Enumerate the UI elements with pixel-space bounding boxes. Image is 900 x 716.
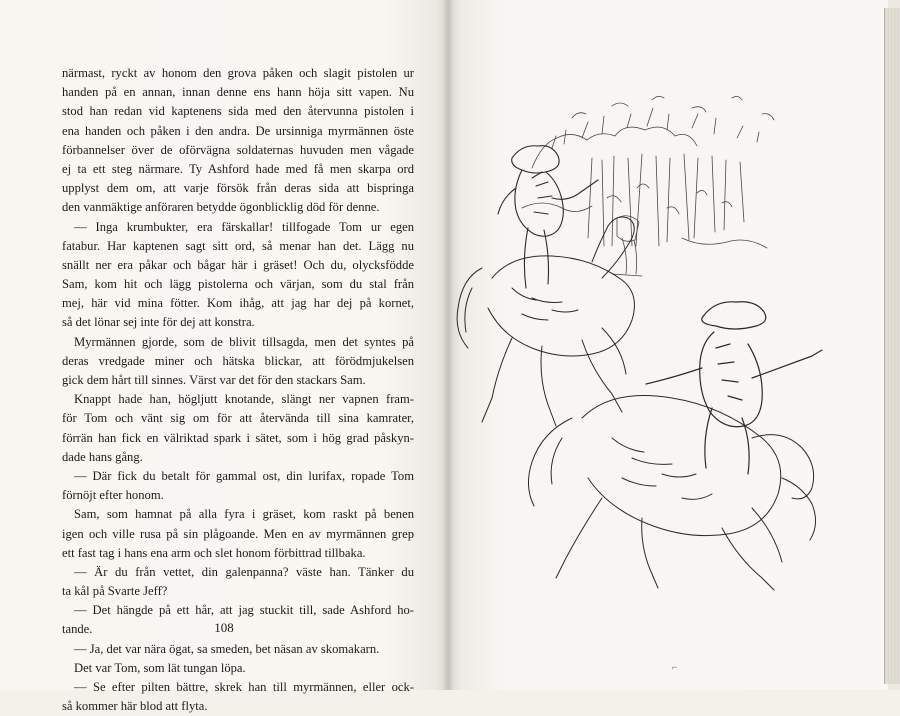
text-line: ej ta ett steg närmare. Ty Ashford hade med få men skarpa ord (62, 161, 414, 176)
text-line: upplyst dem om, att varje försök från deras sida att bispringa (62, 181, 414, 196)
text-line: stod han redan vid kaptenens sida med den återvunna pistolen i (62, 104, 414, 119)
text-line: mej, här vid mina fötter. Kom ihåg, att jag har dej på kornet, (62, 296, 414, 311)
text-line: så det lönar sej inte för dej att konstra. (62, 315, 255, 330)
text-line: — Det hängde på ett hår, att jag stuckit till, sade Ashford ho- (74, 603, 414, 618)
text-line: ett fast tag i hans ena arm och slet honom förbittrad tillbaka. (62, 545, 366, 560)
text-line: snällt ner era påkar och bågar här i gräset! Och du, olycksfödde (62, 257, 414, 272)
text-line: förbannelser över de oförvägna soldaternas huvuden men vågade (62, 142, 414, 157)
text-line: Sam, kom hit och lägg pistolerna och värjan, som du stal från (62, 277, 414, 292)
text-line: så kommer här blod att flyta. (62, 699, 208, 714)
text-line: den vanmäktige anföraren betydde ögonblicklig död för denne. (62, 200, 380, 215)
page-edges (884, 8, 900, 684)
text-line: Myrmännen gjorde, som de blivit tillsagda, men det syntes på (74, 334, 414, 349)
text-line: — Ja, det var nära ögat, sa smeden, bet näsan av skomakarn. (74, 641, 380, 656)
text-line: Knappt hade han, högljutt knotande, slängt ner vapnen fram- (74, 392, 414, 407)
horsemen-illustration-icon (452, 78, 852, 618)
page-number: 108 (214, 620, 234, 635)
text-line: närmast, ryckt av honom den grova påken och slagit pistolen ur (62, 66, 414, 80)
text-line: tande. (62, 622, 93, 637)
bottom-ink-mark: ⌐ (672, 662, 678, 672)
text-line: handen på en annan, innan denne ens hann höja sitt vapen. Nu (62, 85, 414, 100)
text-line: för Tom och vänt sig om för att återvända till sina kamrater, (62, 411, 414, 426)
text-line: Det var Tom, som lät tungan löpa. (74, 660, 246, 675)
text-line: deras vredgade miner och hätska blickar, att förödmjukelsen (62, 353, 414, 368)
text-line: — Inga krumbukter, era färskallar! tillfogade Tom ur egen (74, 219, 414, 234)
text-line: fatabur. Har kaptenen sagt sitt ord, så menar han det. Lägg nu (62, 238, 414, 253)
text-line: igen och ville rusa på sin plågoande. Men en av myrmännen grep (62, 526, 414, 541)
text-line: — Se efter pilten bättre, skrek han till myrmännen, eller ock- (74, 680, 414, 694)
text-line: — Där fick du betalt för gammal ost, din lurifax, ropade Tom (74, 468, 414, 483)
text-line: förnöjt efter honom. (62, 488, 164, 503)
text-line: Sam, som hamnat på alla fyra i gräset, kom raskt på benen (74, 507, 414, 522)
text-line: gick dem hårt till sinnes. Värst var det för den stackars Sam. (62, 373, 366, 387)
text-line: — Är du från vettet, din galenpanna? väste han. Tänker du (74, 564, 414, 579)
left-page (0, 0, 448, 714)
text-line: dade hans gång. (62, 449, 143, 464)
text-line: förrän han fick en välriktad spark i sätet, som i hög grad påskyn- (62, 430, 414, 445)
text-line: ena handen och påken i den andra. De ursinniga myrmännen öste (62, 123, 414, 138)
text-line: ta kål på Svarte Jeff? (62, 584, 168, 599)
page-text (62, 64, 414, 716)
